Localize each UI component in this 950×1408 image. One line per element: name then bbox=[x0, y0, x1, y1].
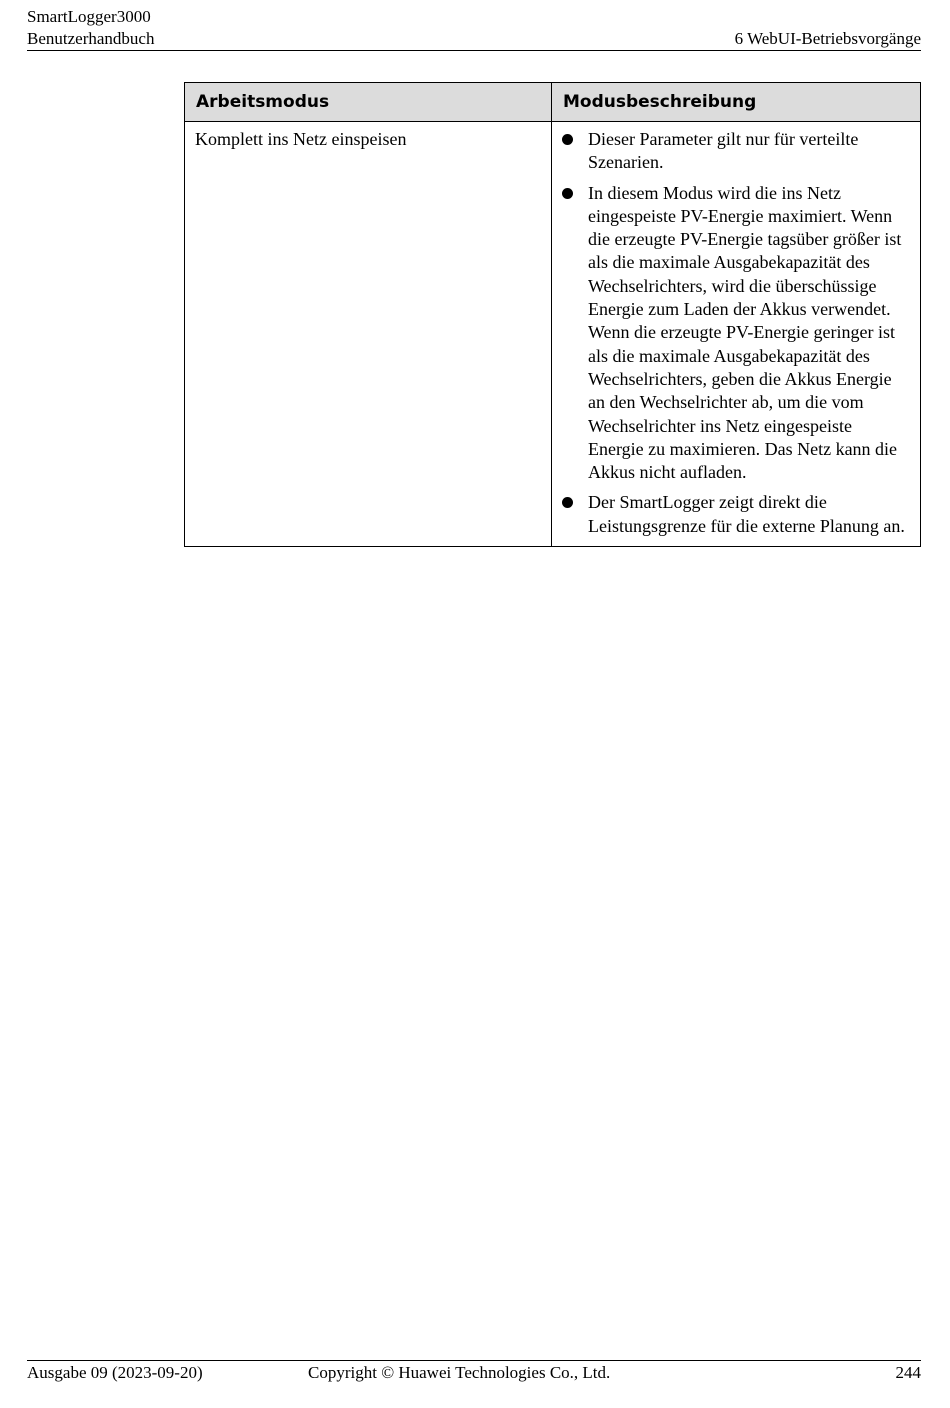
table-row bbox=[185, 122, 921, 547]
bullet-text: Der SmartLogger zeigt direkt die Leistungsgrenze für die externe Planung an. bbox=[588, 492, 905, 536]
bullet-text: In diesem Modus wird die ins Netz eingespeiste PV-Energie maximiert. Wenn die erzeugte PV-Energie tagsüber größer ist als die maximale Ausgabekapazität des Wechselrichters, wird die überschüssige Energie zum Laden der Akkus verwendet. Wenn die erzeugte PV-Energie geringer ist als die maximale Ausgabekapazität des Wechselrichters, geben die Akkus Energie an den Wechselrichter ab, um die vom Wechselrichter ins Netz eingespeiste Energie zu maximieren. Das Netz kann die Akkus nicht aufladen. bbox=[588, 182, 902, 483]
mode-cell: Komplett ins Netz einspeisen bbox=[185, 122, 552, 547]
mode-table bbox=[184, 82, 921, 547]
column-header-description: Modusbeschreibung bbox=[552, 83, 921, 122]
list-item bbox=[562, 491, 910, 538]
list-item bbox=[562, 128, 910, 175]
column-header-mode: Arbeitsmodus bbox=[185, 83, 552, 122]
copyright-notice: Copyright © Huawei Technologies Co., Ltd. bbox=[308, 1363, 611, 1382]
description-cell bbox=[552, 122, 921, 547]
bullet-icon bbox=[562, 188, 573, 199]
page-header bbox=[27, 6, 921, 51]
page-footer bbox=[27, 1360, 921, 1382]
product-name: SmartLogger3000 bbox=[27, 7, 151, 26]
chapter-title: 6 WebUI-Betriebsvorgänge bbox=[734, 29, 921, 48]
description-bullet-list bbox=[562, 128, 910, 538]
header-left bbox=[27, 6, 154, 50]
bullet-icon bbox=[562, 497, 573, 508]
issue-date: Ausgabe 09 (2023-09-20) bbox=[27, 1363, 203, 1382]
bullet-icon bbox=[562, 134, 573, 145]
list-item bbox=[562, 182, 910, 485]
table-header-row bbox=[185, 83, 921, 122]
document-type: Benutzerhandbuch bbox=[27, 29, 155, 48]
bullet-text: Dieser Parameter gilt nur für verteilte Szenarien. bbox=[588, 129, 859, 173]
page-number: 244 bbox=[895, 1363, 921, 1382]
